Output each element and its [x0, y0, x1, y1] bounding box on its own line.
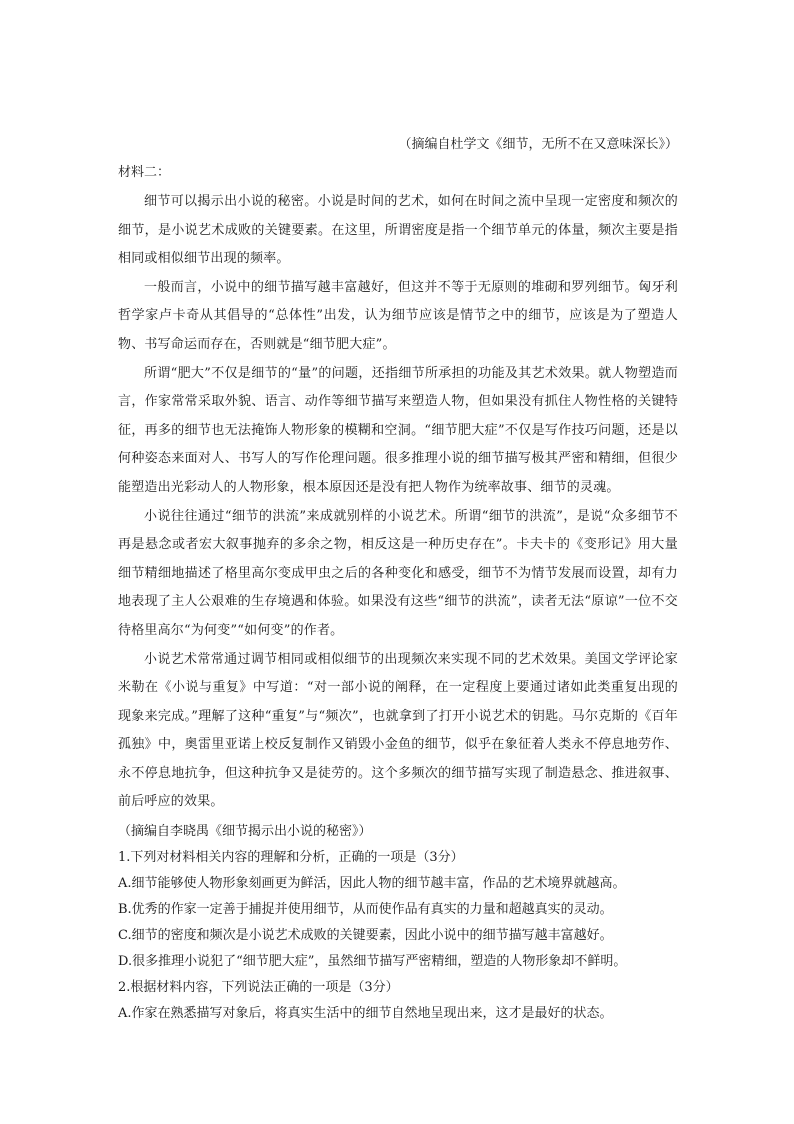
question-1-option-a: A.细节能够使人物形象刻画更为鲜活，因此人物的细节越丰富，作品的艺术境界就越高。	[118, 876, 626, 892]
source-citation-2: （摘编自李晓禺《细节揭示出小说的秘密》）	[118, 824, 372, 840]
question-1-option-b: B.优秀的作家一定善于捕捉并使用细节，从而使作品有真实的力量和超越真实的灵动。	[118, 902, 613, 918]
question-1-option-d: D.很多推理小说犯了“细节肥大症”，虽然细节描写严密精细，塑造的人物形象却不鲜明。	[118, 954, 627, 970]
paragraph-1: 细节可以揭示出小说的秘密。小说是时间的艺术，如何在时间之流中呈现一定密度和频次的细节，是小说艺术成败的关键要素。在这里，所谓密度是指一个细节单元的体量，频次主要是指相同或相似细节出现的频率。	[118, 194, 678, 267]
document-page	[118, 134, 678, 1027]
paragraph-5: 小说艺术常常通过调节相同或相似细节的出现频次来实现不同的艺术效果。美国文学评论家米勒在《小说与重复》中写道：“对一部小说的阐释，在一定程度上要通过诸如此类重复出现的现象来完成。”理解了这种“重复”与“频次”，也就拿到了打开小说艺术的钥匙。马尔克斯的《百年孤独》中，奥雷里亚诺上校反复制作又销毁小金鱼的细节，似乎在象征着人类永不停息地劳作、永不停息地抗争，但这种抗争又是徒劳的。这个多频次的细节描写实现了制造悬念、推进叙事、前后呼应的效果。	[118, 651, 678, 810]
question-1-stem: 1.下列对材料相关内容的理解和分析，正确的一项是（3分）	[118, 850, 464, 866]
question-2-stem: 2.根据材料内容，下列说法正确的一项是（3分）	[118, 980, 399, 996]
question-1-option-c: C.细节的密度和频次是小说艺术成败的关键要素，因此小说中的细节描写越丰富越好。	[118, 928, 613, 944]
paragraph-3: 所谓“肥大”不仅是细节的“量”的问题，还指细节所承担的功能及其艺术效果。就人物塑造而言，作家常常采取外貌、语言、动作等细节描写来塑造人物，但如果没有抓住人物性格的关键特征，再多的细节也无法掩饰人物形象的模糊和空洞。“细节肥大症”不仅是写作技巧问题，还是以何种姿态来面对人、书写人的写作伦理问题。很多推理小说的细节描写极其严密和精细，但很少能塑造出光彩动人的人物形象，根本原因还是没有把人物作为统率故事、细节的灵魂。	[118, 365, 678, 495]
question-2-option-a: A.作家在熟悉描写对象后，将真实生活中的细节自然地呈现出来，这才是最好的状态。	[118, 1006, 613, 1022]
paragraph-2: 一般而言，小说中的细节描写越丰富越好，但这并不等于无原则的堆砌和罗列细节。匈牙利哲学家卢卡奇从其倡导的“总体性”出发，认为细节应该是情节之中的细节，应该是为了塑造人物、书写命运而存在，否则就是“细节肥大症”。	[118, 279, 678, 352]
source-citation-1: （摘编自杜学文《细节，无所不在又意味深长》）	[398, 137, 678, 152]
paragraph-4: 小说往往通过“细节的洪流”来成就别样的小说艺术。所谓“细节的洪流”，是说“众多细节不再是悬念或者宏大叙事抛弃的多余之物，相反这是一种历史存在”。卡夫卡的《变形记》用大量细节精细地描述了格里高尔变成甲虫之后的各种变化和感受，细节不为情节发展而设置，却有力地表现了主人公艰难的生存境遇和体验。如果没有这些“细节的洪流”，读者无法“原谅”一位不交待格里高尔“为何变”“如何变”的作者。	[118, 508, 678, 638]
material-2-heading: 材料二：	[118, 165, 171, 180]
